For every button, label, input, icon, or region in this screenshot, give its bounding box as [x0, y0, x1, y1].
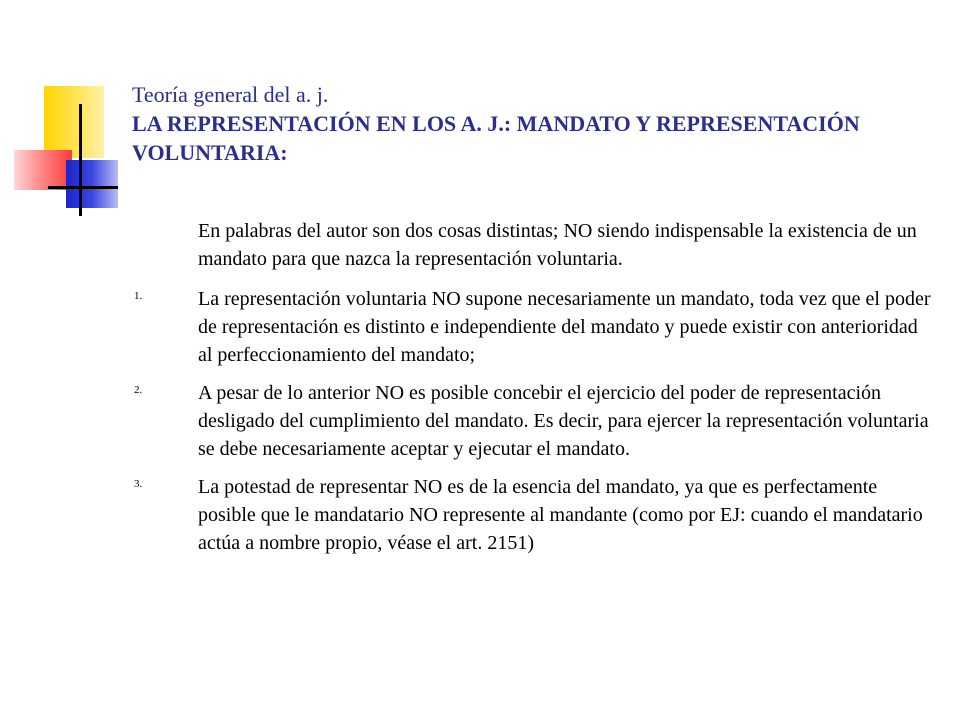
list-item-text: A pesar de lo anterior NO es posible concebir el ejercicio del poder de representación desligado del cumplimiento del mandato. Es decir, para ejercer la representación voluntaria se debe necesariamente aceptar y ejecutar el mandato.	[198, 382, 929, 460]
list-item-number: 3.	[134, 478, 143, 490]
logo-vertical-line	[79, 104, 82, 216]
slide-title	[132, 80, 932, 167]
title-line-2: LA REPRESENTACIÓN EN LOS A. J.: MANDATO Y REPRESENTACIÓN VOLUNTARIA:	[132, 111, 860, 165]
title-line-1: Teoría general del a. j.	[132, 82, 329, 107]
list-item-number: 1.	[134, 290, 143, 302]
intro-paragraph: En palabras del autor son dos cosas distintas; NO siendo indispensable la existencia de un mandato para que nazca la representación voluntaria.	[198, 220, 917, 270]
logo-yellow-square	[44, 86, 104, 158]
list-item	[132, 473, 932, 557]
list-item	[132, 379, 932, 463]
decorative-logo	[0, 0, 140, 230]
logo-red-square	[14, 150, 72, 190]
logo-blue-square	[66, 160, 118, 208]
logo-horizontal-line	[48, 186, 118, 189]
list-item	[132, 285, 932, 369]
list-item-text: La potestad de representar NO es de la esencia del mandato, ya que es perfectamente posible que le mandatario NO represente al mandante (como por EJ: cuando el mandatario actúa a nombre propio, véase el art. 2151)	[198, 476, 923, 554]
slide-body	[132, 217, 932, 567]
list-item-number: 2.	[134, 384, 143, 396]
list-item-text: La representación voluntaria NO supone necesariamente un mandato, toda vez que el poder de representación es distinto e independiente del mandato y puede existir con anterioridad al perfeccionamiento del mandato;	[198, 288, 931, 366]
